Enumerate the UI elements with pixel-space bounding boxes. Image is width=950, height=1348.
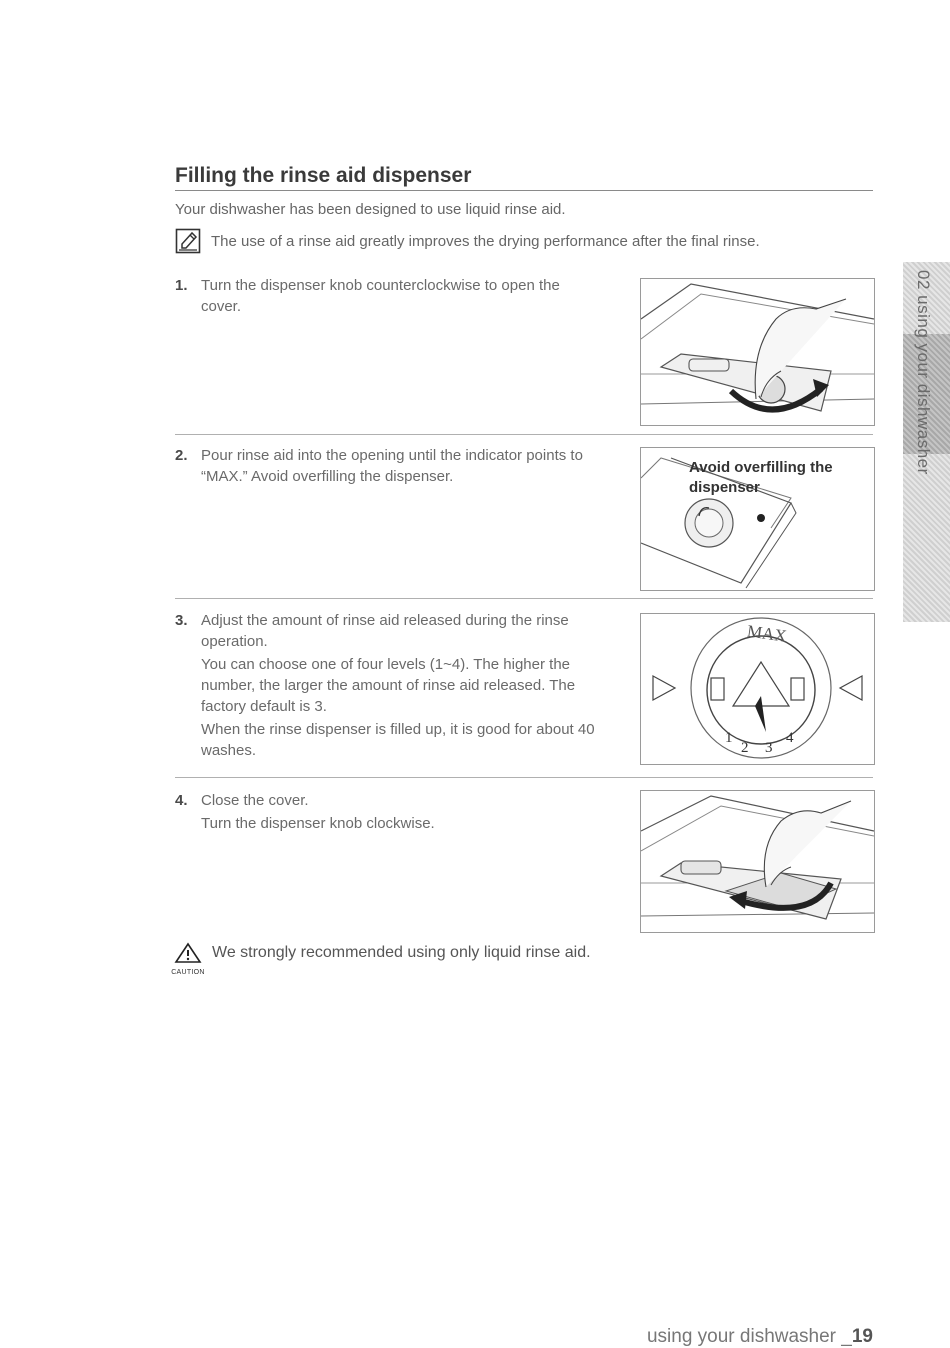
caution-label: CAUTION bbox=[171, 969, 205, 976]
figure-label: dispenser bbox=[689, 479, 760, 496]
dial-max-label: MAX bbox=[746, 621, 788, 646]
caution-badge bbox=[170, 942, 206, 976]
dial-level-3: 3 bbox=[765, 740, 773, 756]
chapter-side-tab bbox=[903, 262, 950, 622]
divider bbox=[175, 434, 873, 435]
figure-label: Avoid overfilling the bbox=[689, 459, 833, 476]
dial-level-4: 4 bbox=[786, 730, 794, 746]
step-3 bbox=[175, 610, 635, 763]
step-number: 2. bbox=[175, 447, 188, 464]
dial-level-2: 2 bbox=[741, 740, 749, 756]
page-footer bbox=[647, 1326, 873, 1348]
note-text: The use of a rinse aid greatly improves the drying performance after the final rinse. bbox=[211, 232, 760, 250]
step-number: 1. bbox=[175, 277, 188, 294]
intro-text: Your dishwasher has been designed to use liquid rinse aid. bbox=[175, 201, 566, 218]
note-pencil-icon bbox=[175, 228, 201, 254]
figure-fill-dispenser bbox=[640, 447, 875, 591]
step-number: 3. bbox=[175, 612, 188, 629]
warning-triangle-icon bbox=[174, 942, 202, 964]
step-4 bbox=[175, 790, 635, 836]
figure-close-knob bbox=[640, 790, 875, 933]
dial-level-1: 1 bbox=[725, 730, 733, 746]
step-text: Turn the dispenser knob clockwise. bbox=[201, 815, 435, 832]
page-title: Filling the rinse aid dispenser bbox=[175, 164, 873, 191]
step-1 bbox=[175, 275, 635, 319]
step-text: When the rinse dispenser is filled up, it is good for about 40 washes. bbox=[201, 721, 595, 759]
step-text: Pour rinse aid into the opening until the indicator points to “MAX.” Avoid overfilling the dispenser. bbox=[201, 447, 583, 485]
caution-note bbox=[170, 942, 591, 976]
step-text: Adjust the amount of rinse aid released during the rinse operation. bbox=[201, 612, 569, 650]
note bbox=[175, 228, 760, 254]
divider bbox=[175, 598, 873, 599]
chapter-tab-label: 02 using your dishwasher bbox=[914, 270, 933, 475]
step-2 bbox=[175, 445, 635, 489]
divider bbox=[175, 777, 873, 778]
step-text: Turn the dispenser knob counterclockwise to open the cover. bbox=[201, 277, 560, 315]
page-number: 19 bbox=[851, 1326, 873, 1347]
footer-chapter: using your dishwasher _ bbox=[646, 1326, 852, 1347]
figure-open-knob bbox=[640, 278, 875, 426]
figure-level-dial bbox=[640, 613, 875, 765]
step-number: 4. bbox=[175, 792, 188, 809]
step-text: You can choose one of four levels (1~4). The higher the number, the larger the amount of rinse aid released. The factory default is 3. bbox=[201, 656, 576, 715]
step-text: Close the cover. bbox=[201, 792, 309, 809]
caution-text: We strongly recommended using only liquid rinse aid. bbox=[212, 944, 591, 961]
